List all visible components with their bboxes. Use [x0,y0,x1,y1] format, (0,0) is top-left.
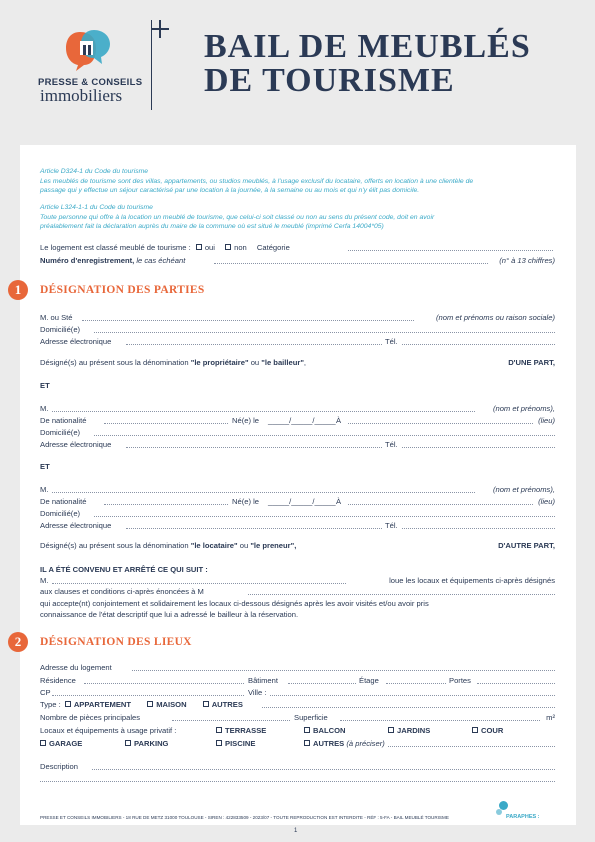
enregistrement-row [40,256,185,265]
accepte-line1: qui accepte(nt) conjointement et solidairement les locaux ci-dessous désignés après les avoir visités et/ou avoir pris [40,599,429,608]
checkbox-autres-equip[interactable] [304,740,310,746]
locataire1-nationalite-field[interactable] [104,416,228,424]
description-field-1[interactable] [92,762,555,770]
description-label: Description [40,762,78,771]
classement-row [40,243,290,252]
ville-field[interactable] [270,688,555,696]
equip-piscine [216,739,255,748]
enregistrement-hint: (n° à 13 chiffres) [499,256,555,265]
locataire2-lieu-hint: (lieu) [538,497,555,506]
locataire1-tel-field[interactable] [402,440,555,448]
locataire2-lieu-label: À [336,497,342,506]
locataire2-email-label: Adresse électronique [40,521,112,530]
garage-label: GARAGE [49,739,83,748]
nb-pieces-label: Nombre de pièces principales [40,713,141,722]
residence-field[interactable] [84,676,244,684]
ville-label: Ville : [248,688,267,697]
cp-field[interactable] [52,688,244,696]
enregistrement-field[interactable] [214,256,488,264]
locataire-term: "le locataire" [190,541,238,550]
description-field-2[interactable] [40,774,555,782]
checkbox-appartement[interactable] [65,701,71,707]
piscine-label: PISCINE [225,739,256,748]
locataire1-domicile-field[interactable] [94,428,555,436]
ste-hint: (nom et prénoms ou raison sociale) [435,313,555,322]
ou-text: ou [250,358,260,367]
loue-name-field[interactable] [52,576,346,584]
equip-parking [125,739,168,748]
bailleur-domicile-label: Domicilié(e) [40,325,81,334]
locataire1-name-field[interactable] [52,404,475,412]
locataire2-nationalite-label: De nationalité [40,497,87,506]
adresse-field[interactable] [132,663,555,671]
locataire2-name-hint: (nom et prénoms), [492,485,555,494]
cour-label: COUR [481,726,504,735]
categorie-field[interactable] [348,243,553,251]
equip-autres-field[interactable] [388,739,555,747]
locataire2-tel-label: Tél. [385,521,398,530]
checkbox-garage[interactable] [40,740,46,746]
checkbox-balcon[interactable] [304,727,310,733]
bailleur-email-field[interactable] [126,337,382,345]
article-1-line1: Les meublés de tourisme sont des villas, appartements, ou studios meublés, à l'usage exclusif du locataire, offerts en location à une clientèle de [40,178,474,185]
equip-terrasse [216,726,266,735]
locataire1-tel-label: Tél. [385,440,398,449]
batiment-label: Bâtiment [248,676,278,685]
jardins-label: JARDINS [397,726,431,735]
ste-label: M. ou Sté [40,313,73,322]
locataire1-lieu-field[interactable] [348,416,533,424]
locataire1-date-field[interactable]: _____/_____/_____ [268,416,336,425]
locataire2-email-field[interactable] [126,521,382,529]
checkbox-jardins[interactable] [388,727,394,733]
bailleur-tel-field[interactable] [402,337,555,345]
checkbox-non[interactable] [225,244,231,250]
plus-icon [151,20,169,38]
checkbox-parking[interactable] [125,740,131,746]
preneur-term: "le preneur", [250,541,297,550]
proprietaire-term: "le propriétaire" [190,358,249,367]
locataire1-name-hint: (nom et prénoms), [492,404,555,413]
locataire1-lieu-hint: (lieu) [538,416,555,425]
bailleur-comma: , [303,358,307,367]
bailleur-tel-label: Tél. [385,337,398,346]
locataire1-m-label: M. [40,404,49,413]
footer-legal: PRESSE ET CONSEILS IMMOBILIERS - 18 RUE DE METZ 31000 TOULOUSE - SIREN : 422833509 - 2023/07 - TOUTE REPRODUCTION EST INTERDITE - RÉF : 5-FA - BAIL MEUBLÉ TOURISME [40,815,449,820]
parking-label: PARKING [134,739,169,748]
locataire1-domicile-label: Domicilié(e) [40,428,81,437]
locataire1-naissance-label: Né(e) le [232,416,260,425]
locataire2-tel-field[interactable] [402,521,555,529]
nb-pieces-field[interactable] [172,713,290,721]
designe-bailleur-prefix: Désigné(s) au présent sous la dénomination [40,358,189,367]
loue-text: loue les locaux et équipements ci-après désignés [389,576,555,585]
maison-label: MAISON [156,700,187,709]
checkbox-oui[interactable] [196,244,202,250]
autres2-label: AUTRES [313,739,345,748]
checkbox-maison[interactable] [147,701,153,707]
article-2-line1: Toute personne qui offre à la location un meublé de tourisme, que celui-ci soit classé ou non au sens du présent code, doit en avoir [40,214,435,221]
page-number: 1 [294,828,298,834]
superficie-label: Superficie [294,713,328,722]
section-2-title: DÉSIGNATION DES LIEUX [40,636,192,648]
balcon-label: BALCON [313,726,346,735]
adresse-label: Adresse du logement [40,663,112,672]
article-2-title: Article L324-1-1 du Code du tourisme [40,204,153,211]
et-label-2: ET [40,462,50,471]
locataire1-email-field[interactable] [126,440,382,448]
section-1-number: 1 [8,280,28,300]
autre-part-label: D'AUTRE PART, [498,541,555,550]
cp-label: CP [40,688,51,697]
type-label: Type : [40,700,61,709]
locataire1-lieu-label: À [336,416,342,425]
logo-line1: PRESSE & CONSEILS [38,77,143,88]
designe-locataire-prefix: Désigné(s) au présent sous la dénomination [40,541,189,550]
equip-autres [304,739,385,748]
locataire2-m-label: M. [40,485,49,494]
bailleur-domicile-field[interactable] [94,325,555,333]
equip-cour [472,726,503,735]
checkbox-piscine[interactable] [216,740,222,746]
article-2-line2: préalablement fait la déclaration auprès du maire de la commune où est situé le meublé (imprimé Cerfa 14004*05) [40,223,384,230]
une-part-label: D'UNE PART, [508,358,555,367]
page-title-line1: BAIL DE MEUBLÉS [204,28,531,65]
etage-field[interactable] [386,676,446,684]
article-1-line2: passage qui y effectue un séjour caractérisé par une location à la journée, à la semaine ou au mois et qui n'y élit pas domicile. [40,187,420,194]
locataire2-nationalite-field[interactable] [104,497,228,505]
equip-balcon [304,726,345,735]
checkbox-autres[interactable] [203,701,209,707]
locataire2-domicile-field[interactable] [94,509,555,517]
section-2-number: 2 [8,632,28,652]
designe-locataire-row [40,541,296,550]
etage-label: Étage [359,676,379,685]
checkbox-cour[interactable] [472,727,478,733]
batiment-field[interactable] [288,676,356,684]
locataire2-name-field[interactable] [52,485,475,493]
logo [64,28,112,72]
locataire1-email-label: Adresse électronique [40,440,112,449]
page-title-line2: DE TOURISME [204,62,455,99]
designe-bailleur-row [40,358,306,367]
equip-jardins [388,726,430,735]
type-autres-field[interactable] [262,700,555,708]
appartement-label: APPARTEMENT [73,700,132,709]
m2-unit: m² [546,713,555,722]
accepte-line2: connaissance de l'état descriptif que lui a adressé le bailleur à la réservation. [40,610,299,619]
convenu-heading: IL A ÉTÉ CONVENU ET ARRÊTÉ CE QUI SUIT : [40,565,208,574]
bailleur-term: "le bailleur" [261,358,304,367]
portes-label: Portes [449,676,471,685]
checkbox-terrasse[interactable] [216,727,222,733]
clauses-text: aux clauses et conditions ci-après énoncées à M [40,587,204,596]
ste-field[interactable] [82,313,414,321]
non-label: non [234,243,247,252]
bailleur-email-label: Adresse électronique [40,337,112,346]
terrasse-label: TERRASSE [225,726,267,735]
locataire1-nationalite-label: De nationalité [40,416,87,425]
superficie-field[interactable] [340,713,540,721]
type-row [40,700,243,709]
ou-text-2: ou [239,541,249,550]
categorie-label: Catégorie [256,243,290,252]
locataire2-date-field[interactable]: _____/_____/_____ [268,497,336,506]
paraphes-icon [496,801,510,815]
locataire2-domicile-label: Domicilié(e) [40,509,81,518]
classement-label: Le logement est classé meublé de tourisme : [40,243,191,252]
clauses-name-field[interactable] [248,587,555,595]
et-label-1: ET [40,381,50,390]
portes-field[interactable] [477,676,555,684]
oui-label: oui [204,243,215,252]
locataire2-naissance-label: Né(e) le [232,497,260,506]
paraphes-label: PARAPHES : [506,814,540,820]
logo-line2: immobiliers [40,86,123,105]
article-1-title: Article D324-1 du Code du tourisme [40,168,149,175]
autres-label: AUTRES [211,700,243,709]
enregistrement-suffix: le cas échéant [136,256,186,265]
locataire2-lieu-field[interactable] [348,497,533,505]
preciser-hint: (à préciser) [346,739,385,748]
residence-label: Résidence [40,676,76,685]
equip-garage [40,739,82,748]
enregistrement-label: Numéro d'enregistrement, [40,256,135,265]
section-1-title: DÉSIGNATION DES PARTIES [40,284,205,296]
loue-m-label: M. [40,576,49,585]
locaux-label: Locaux et équipements à usage privatif : [40,726,177,735]
